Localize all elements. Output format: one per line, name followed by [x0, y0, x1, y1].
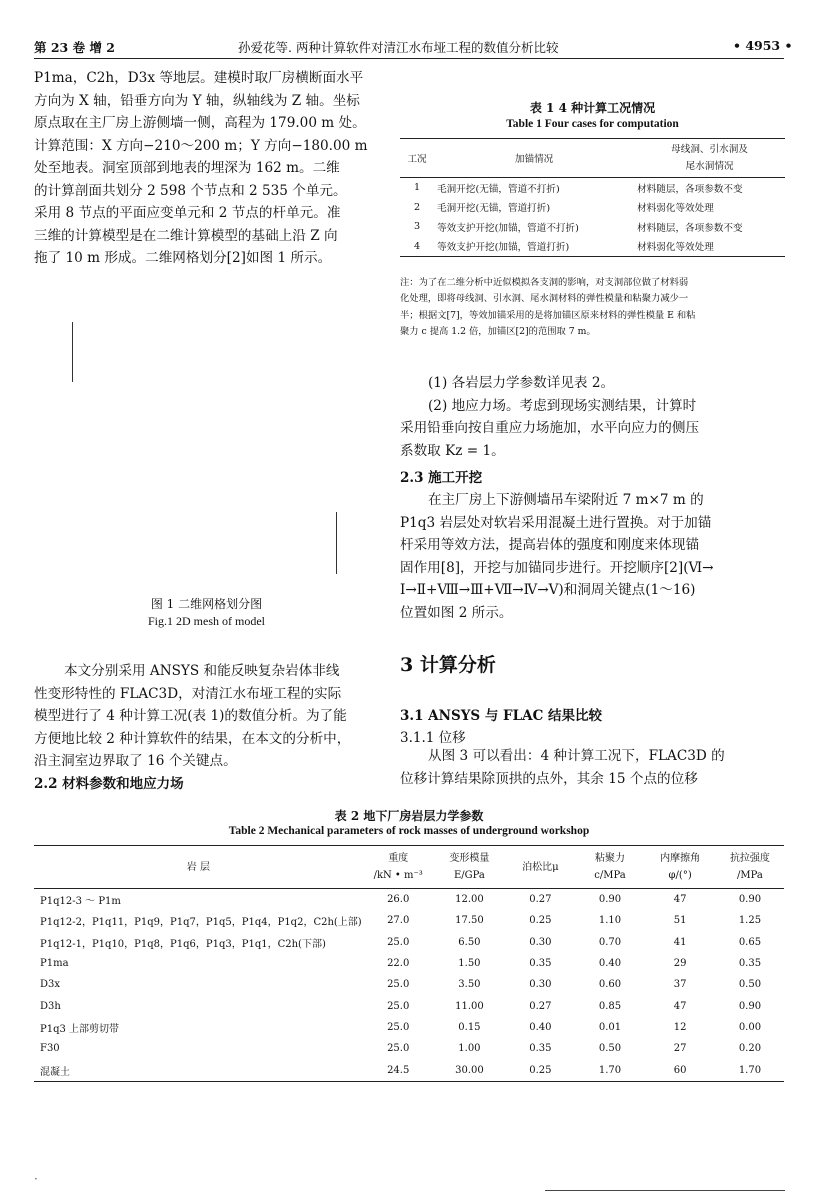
text-line: 性变形特性的 FLAC3D，对清江水布垭工程的实际 — [34, 685, 342, 702]
table-cell: 0.15 — [458, 1021, 481, 1033]
table-cell: 材料随层，各项参数不变 — [637, 183, 743, 195]
table-cell: P1q12-3 ～ P1m — [40, 896, 121, 908]
table-2-title-cn: 表 2 地下厂房岩层力学参数 — [334, 809, 484, 823]
table-cell: 60 — [673, 1064, 687, 1076]
table-cell: 25.0 — [387, 1043, 410, 1055]
table-header-cell — [34, 846, 363, 889]
table-cell: 25.0 — [387, 979, 410, 991]
table-cell: 51 — [673, 915, 687, 927]
table-cell: 2 — [413, 201, 421, 213]
table-cell: 27.0 — [387, 915, 410, 927]
figure-1-caption-en: Fig.1 2D mesh of model — [148, 614, 265, 628]
table-row — [400, 178, 785, 198]
left-paragraph-1 — [34, 67, 379, 270]
table-cell: 0.40 — [529, 1021, 552, 1033]
table-cell: 混凝土 — [40, 1066, 70, 1078]
section-3-1-heading: 3.1 ANSYS 与 FLAC 结果比较 — [400, 708, 603, 724]
table-cell: 0.30 — [529, 936, 552, 948]
table-cell: 等效支护开挖(加锚，管道不打折) — [437, 222, 579, 234]
header-volume: 第 23 卷 增 2 — [34, 40, 115, 55]
table-cell: 37 — [673, 979, 687, 991]
table-cell: P1ma — [40, 958, 69, 970]
table-cell: 0.85 — [598, 1000, 622, 1012]
table-header-cell — [505, 846, 575, 889]
table-row — [34, 1038, 784, 1059]
text-line: 采用 8 节点的平面应变单元和 2 节点的杆单元。准 — [34, 205, 341, 221]
table-cell: 毛洞开挖(无锚，管道不打折) — [437, 183, 560, 195]
header-line: 粘聚力 — [594, 853, 625, 864]
table-2 — [34, 845, 784, 1082]
table-cell: 0.00 — [738, 1021, 762, 1033]
table-cell: 1.70 — [738, 1064, 762, 1076]
table-cell: 47 — [673, 894, 687, 906]
table-cell: 17.50 — [455, 915, 484, 927]
table-cell: 0.90 — [738, 894, 762, 906]
figure-1-mark — [72, 322, 73, 382]
text-line: 的计算剖面共划分 2 598 个节点和 2 535 个单元。 — [34, 182, 347, 199]
text-line: P1q3 岩层处对软岩采用混凝土进行置换。对于加锚 — [400, 514, 712, 531]
table-cell: P1q12-1，P1q10，P1q8，P1q6，P1q3，P1q1，C2h(下部) — [40, 938, 326, 950]
header-line: 变形模量 — [449, 853, 490, 864]
text-line: 杆采用等效方法，提高岩体的强度和刚度来体现锚 — [400, 537, 700, 553]
table-cell: 41 — [673, 936, 687, 948]
text-line: 沿主洞室边界取了 16 个关键点。 — [34, 753, 237, 769]
text-line: 三维的计算模型是在二维计算模型的基础上沿 Z 向 — [34, 227, 338, 244]
table-cell: 材料弱化等效处理 — [637, 203, 714, 215]
footer-dot: · — [34, 1172, 38, 1186]
text-line: 位置如图 2 所示。 — [400, 604, 513, 621]
text-line: 原点取在主厂房上游侧墙一侧，高程为 179.00 m 处。 — [34, 115, 366, 131]
table-cell: 22.0 — [387, 958, 410, 970]
text-line: 在主厂房上下游侧墙吊车梁附近 7 m×7 m 的 — [428, 492, 704, 508]
table-cell: 30.00 — [455, 1064, 484, 1076]
table-cell: 材料弱化等效处理 — [637, 242, 714, 254]
header-line: 母线洞、引水洞及 — [671, 144, 748, 155]
table-cell: 0.35 — [529, 958, 552, 970]
table-cell: 0.01 — [598, 1021, 622, 1033]
table-cell: 1.50 — [458, 958, 481, 970]
table-row — [400, 217, 785, 237]
table-cell: 0.50 — [738, 979, 762, 991]
table-cell: 25.0 — [387, 1021, 410, 1033]
header-line: 重度 — [388, 853, 409, 864]
table-cell: 1.70 — [598, 1064, 622, 1076]
table-cell: 等效支护开挖(加锚，管道打折) — [437, 242, 570, 254]
text-line: 计算范围：X 方向−210～200 m；Y 方向−180.00 m — [34, 137, 368, 154]
text-line: 从图 3 可以看出：4 种计算工况下，FLAC3D 的 — [428, 748, 725, 764]
header-rule — [34, 58, 784, 59]
table-cell: 材料随层，各项参数不变 — [637, 222, 743, 234]
table-row — [400, 198, 785, 218]
note-line: 化处理，即将母线洞、引水洞、尾水洞材料的弹性模量和粘聚力减少一 — [400, 293, 689, 305]
table-header-cell — [363, 846, 434, 889]
text-line: P1ma，C2h，D3x 等地层。建模时取厂房横断面水平 — [34, 70, 364, 86]
table-row — [34, 953, 784, 974]
table-header-cell — [576, 846, 645, 889]
note-line: 聚力 c 提高 1.2 倍，加锚区[2]的范围取 7 m。 — [400, 326, 596, 338]
table-cell: 29 — [673, 958, 687, 970]
table-cell: F30 — [40, 1043, 60, 1055]
table-cell: P1q3 上部剪切带 — [40, 1023, 120, 1035]
header-line: /kN • m⁻³ — [373, 870, 423, 881]
table-row — [34, 1059, 784, 1081]
note-line: 注：为了在二维分析中近似模拟各支洞的影响，对支洞部位做了材料弱 — [400, 277, 689, 288]
footer-rule — [545, 1190, 785, 1191]
table-cell: 1.25 — [738, 915, 762, 927]
text-line: Ⅰ→Ⅱ+Ⅷ→Ⅲ+Ⅶ→Ⅳ→Ⅴ)和洞周关键点(1～16) — [400, 582, 696, 598]
table-header-cell — [716, 846, 784, 889]
table-cell: 0.20 — [738, 1043, 762, 1055]
text-line: 模型进行了 4 种计算工况(表 1)的数值分析。为了能 — [34, 708, 347, 724]
note-line: 半；根据文[7]，等效加锚采用的是将加锚区原来材料的弹性模量 E 和粘 — [400, 309, 696, 321]
table-cell: 0.35 — [529, 1043, 552, 1055]
table-cell: 25.0 — [387, 936, 410, 948]
header-line: /MPa — [737, 870, 763, 881]
table-cell: 0.25 — [529, 915, 552, 927]
text-line: 本文分别采用 ANSYS 和能反映复杂岩体非线 — [64, 663, 340, 679]
table-header-cell — [634, 139, 785, 178]
text-line: (2) 地应力场。考虑到现场实测结果，计算时 — [428, 397, 697, 414]
table-2-body — [34, 889, 784, 1082]
table-cell: 11.00 — [455, 1000, 484, 1012]
table-cell: 0.27 — [529, 894, 552, 906]
table-cell: 毛洞开挖(无锚，管道打折) — [437, 203, 551, 215]
table-cell: 0.90 — [598, 894, 622, 906]
table-cell: 1.10 — [598, 915, 622, 927]
table-cell: 0.30 — [529, 979, 552, 991]
text-line: (1) 各岩层力学参数详见表 2。 — [428, 375, 615, 391]
header-line: 尾水洞情况 — [685, 161, 734, 172]
figure-1-caption-cn: 图 1 二维网格划分图 — [150, 597, 263, 611]
table-row — [34, 995, 784, 1016]
table-1-note — [400, 275, 785, 341]
table-row — [400, 237, 785, 257]
table-cell: 0.90 — [738, 1000, 762, 1012]
section-3-1-1-heading: 3.1.1 位移 — [400, 730, 466, 746]
table-1-title-en: Table 1 Four cases for computation — [506, 118, 679, 130]
table-cell: 0.35 — [738, 958, 762, 970]
table-row — [34, 974, 784, 995]
table-cell: 0.65 — [738, 936, 762, 948]
header-line: 抗拉强度 — [729, 853, 770, 864]
right-paragraph-2 — [400, 489, 785, 624]
right-paragraph-3 — [400, 745, 785, 790]
table-row — [34, 910, 784, 931]
table-cell: 1 — [413, 182, 421, 194]
table-cell: 3 — [413, 221, 421, 233]
section-3-heading: 3 计算分析 — [400, 654, 496, 676]
header-line: 泊松比μ — [522, 861, 559, 873]
table-header-cell: 工况 — [407, 154, 427, 165]
table-cell: 0.60 — [598, 979, 622, 991]
table-cell: 0.25 — [529, 1064, 552, 1076]
table-header-row — [400, 139, 785, 178]
right-paragraph-1 — [400, 372, 785, 462]
header-page-number: • 4953 • — [733, 38, 793, 53]
table-cell: 25.0 — [387, 1000, 410, 1012]
table-cell: 0.50 — [598, 1043, 622, 1055]
table-2-title-en: Table 2 Mechanical parameters of rock masses of underground workshop — [228, 825, 590, 837]
table-cell: D3x — [40, 979, 61, 991]
table-cell: 24.5 — [387, 1064, 410, 1076]
table-cell: 12.00 — [455, 894, 484, 906]
table-cell: 47 — [673, 1000, 687, 1012]
figure-1-mark — [336, 512, 337, 574]
text-line: 方向为 X 轴，铅垂方向为 Y 轴，纵轴线为 Z 轴。坐标 — [34, 92, 360, 109]
header-line: φ/(°) — [668, 870, 692, 881]
table-cell: 6.50 — [458, 936, 481, 948]
table-cell: 26.0 — [387, 894, 410, 906]
text-line: 系数取 Kz = 1。 — [400, 442, 505, 459]
table-1-title-cn: 表 1 4 种计算工况情况 — [529, 101, 656, 115]
text-line: 拖了 10 m 形成。二维网格划分[2]如图 1 所示。 — [34, 250, 332, 266]
table-row — [34, 1017, 784, 1038]
text-line: 处至地表。洞室顶部到地表的埋深为 162 m。二维 — [34, 160, 340, 176]
header-line: E/GPa — [453, 870, 485, 881]
table-header-cell: 加锚情况 — [514, 154, 554, 165]
text-line: 位移计算结果除顶拱的点外，其余 15 个点的位移 — [400, 770, 698, 787]
table-cell: 0.40 — [598, 958, 622, 970]
table-row — [34, 932, 784, 953]
table-cell: 12 — [673, 1021, 687, 1033]
table-cell: P1q12-2，P1q11，P1q9，P1q7，P1q5，P1q4，P1q2，C2h(上部) — [40, 917, 362, 929]
left-paragraph-2 — [34, 660, 379, 773]
table-row — [34, 889, 784, 911]
header-line: c/MPa — [594, 870, 626, 881]
table-header-row — [34, 846, 784, 889]
table-1 — [400, 138, 785, 257]
text-line: 采用铅垂向按自重应力场施加，水平向应力的侧压 — [400, 420, 700, 436]
table-cell: 1.00 — [458, 1043, 481, 1055]
header-line: 岩 层 — [186, 861, 210, 873]
table-cell: D3h — [40, 1000, 61, 1012]
table-cell: 27 — [673, 1043, 687, 1055]
table-cell: 0.70 — [598, 936, 622, 948]
header-title: 孙爱花等. 两种计算软件对清江水布垭工程的数值分析比较 — [238, 40, 559, 55]
header-line: 内摩擦角 — [660, 853, 701, 864]
text-line: 方便地比较 2 种计算软件的结果，在本文的分析中， — [34, 730, 351, 747]
text-line: 固作用[8]，开挖与加锚同步进行。开挖顺序[2](Ⅵ→ — [400, 559, 714, 576]
table-cell: 3.50 — [458, 979, 481, 991]
table-header-cell — [434, 846, 506, 889]
table-header-cell — [644, 846, 716, 889]
section-2-3-heading: 2.3 施工开挖 — [400, 470, 483, 486]
section-2-2-heading: 2.2 材料参数和地应力场 — [34, 776, 184, 792]
table-cell: 0.27 — [529, 1000, 552, 1012]
table-cell: 4 — [413, 240, 421, 252]
